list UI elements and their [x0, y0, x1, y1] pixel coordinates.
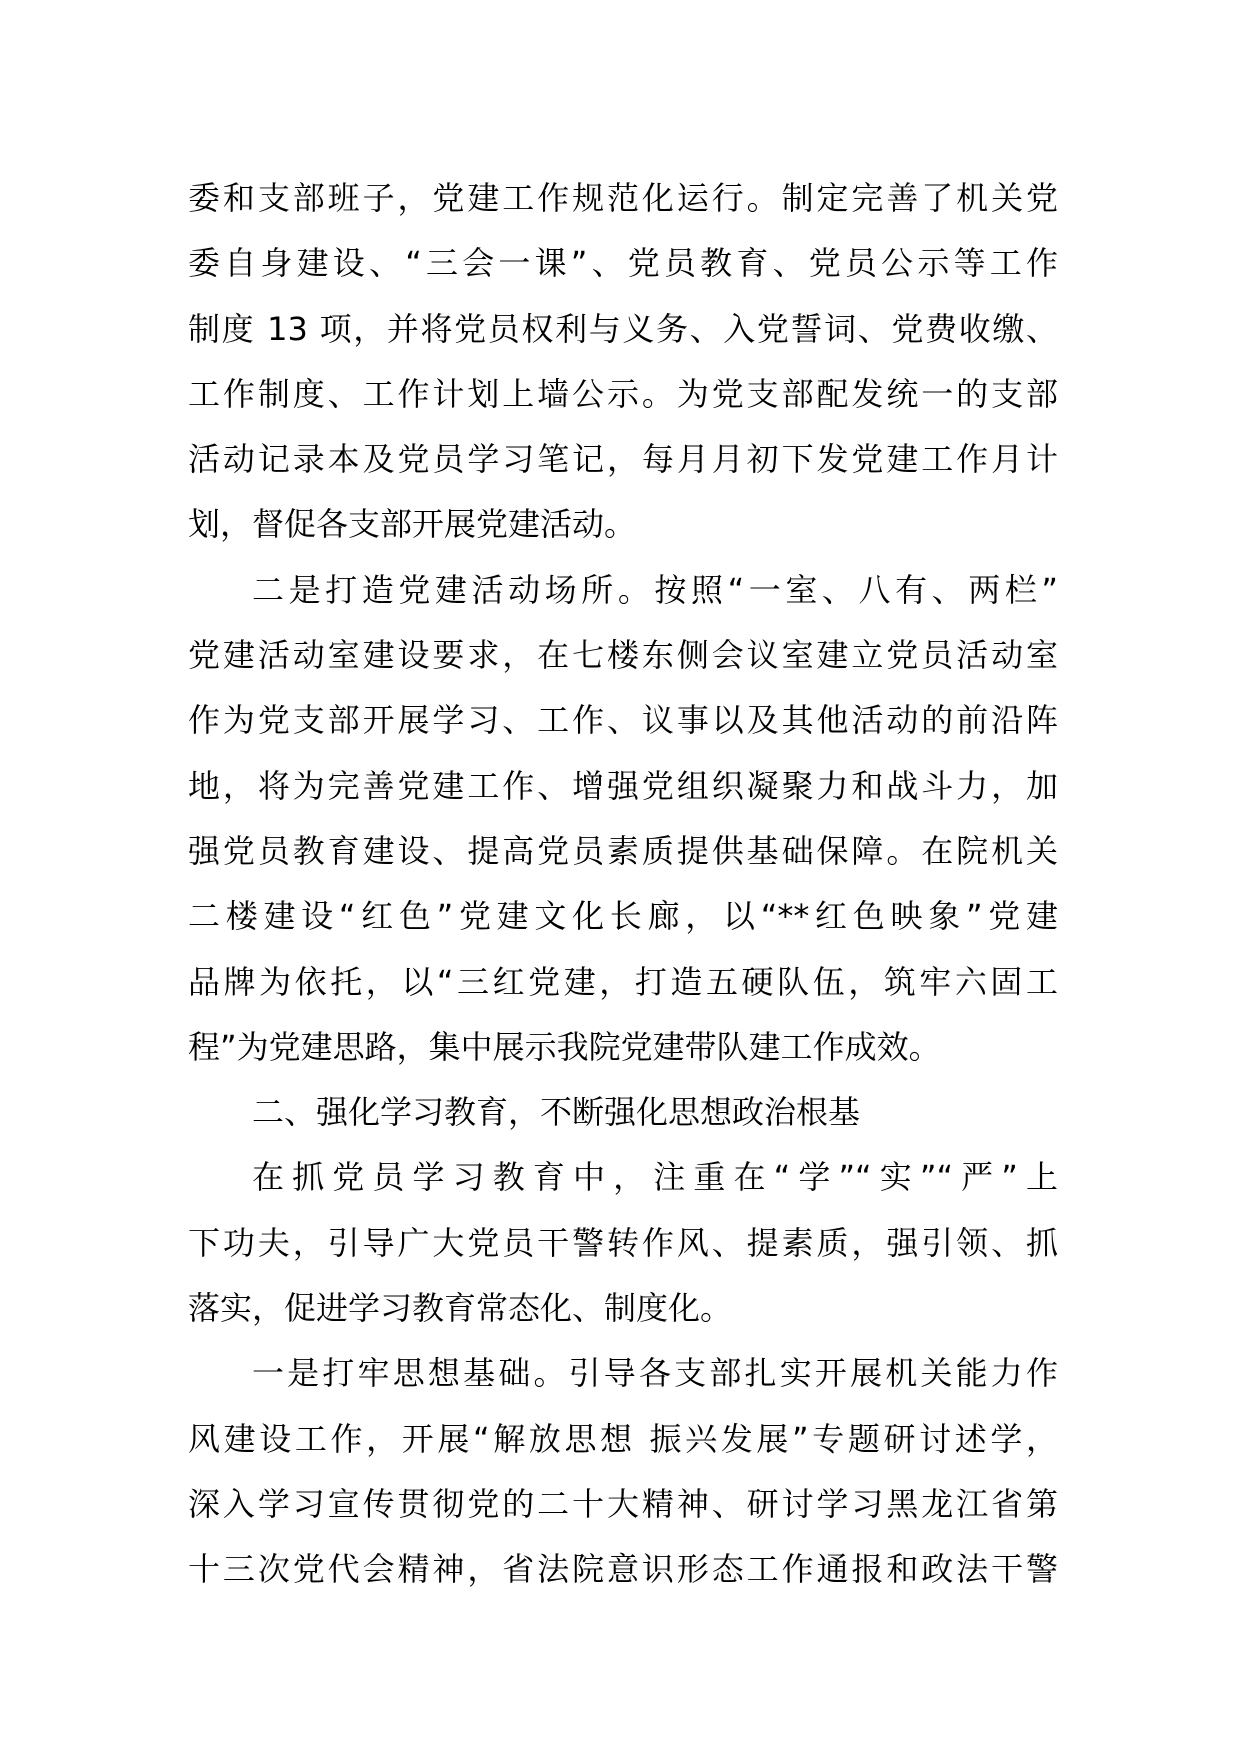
text-line: 风建设工作，开展“解放思想 振兴发展”专题研讨述学，: [188, 1419, 1058, 1458]
text-line: 二是打造党建活动场所。按照“一室、八有、两栏”: [252, 570, 1058, 609]
document-body: [188, 166, 1058, 1603]
text-line: 品牌为依托，以“三红党建，打造五硬队伍，筑牢六固工: [188, 962, 1058, 1001]
text-line: 在抓党员学习教育中，注重在“学”“实”“严”上: [252, 1158, 1058, 1197]
text-line: 党建活动室建设要求，在七楼东侧会议室建立党员活动室: [188, 636, 1058, 675]
text-line: 制度 13 项，并将党员权利与义务、入党誓词、党费收缴、: [188, 309, 1058, 348]
text-line: 委和支部班子，党建工作规范化运行。制定完善了机关党: [188, 179, 1058, 217]
text-line: 程”为党建思路，集中展示我院党建带队建工作成效。: [188, 1027, 941, 1066]
text-line: 强党员教育建设、提高党员素质提供基础保障。在院机关: [188, 831, 1058, 870]
text-line: 落实，促进学习教育常态化、制度化。: [188, 1289, 733, 1328]
text-line: 作为党支部开展学习、工作、议事以及其他活动的前沿阵: [188, 701, 1058, 740]
text-line: 活动记录本及党员学习笔记，每月月初下发党建工作月计: [188, 440, 1058, 479]
text-line: 工作制度、工作计划上墙公示。为党支部配发统一的支部: [188, 374, 1058, 413]
text-line: 下功夫，引导广大党员干警转作风、提素质，强引领、抓: [188, 1223, 1058, 1262]
section-heading: 二、强化学习教育，不断强化思想政治根基: [252, 1093, 861, 1132]
text-line: 地，将为完善党建工作、增强党组织凝聚力和战斗力，加: [188, 766, 1058, 805]
text-line: 委自身建设、“三会一课”、党员教育、党员公示等工作: [188, 244, 1058, 283]
text-line: 划，督促各支部开展党建活动。: [188, 505, 637, 544]
text-line: 深入学习宣传贯彻党的二十大精神、研讨学习黑龙江省第: [188, 1484, 1058, 1523]
text-line: 二楼建设“红色”党建文化长廊，以“**红色映象”党建: [188, 897, 1058, 936]
text-line: 十三次党代会精神，省法院意识形态工作通报和政法干警: [188, 1550, 1058, 1589]
text-line: 一是打牢思想基础。引导各支部扎实开展机关能力作: [252, 1354, 1058, 1393]
